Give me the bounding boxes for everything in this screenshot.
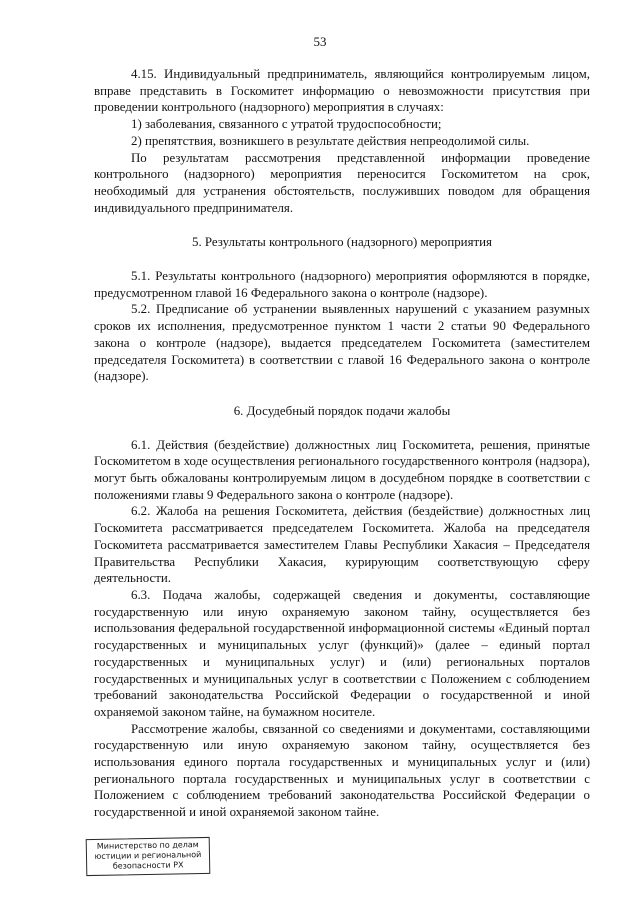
list-item-1: 1) заболевания, связанного с утратой трудоспособности; — [131, 117, 442, 132]
paragraph-6-2: 6.2. Жалоба на решения Госкомитета, действия (бездействие) должностных лиц Госкомитета рассматривается председателем Госкомитета. Жалоба на председателя Госкомитета рассматривается заместителем Главы Республики Хакасия – Председателя Правительства Республики Хакасия, курирующим соответствующую сферу деятельности. — [94, 504, 590, 586]
paragraph-result: По результатам рассмотрения представленной информации проведение контрольного (надзорного) мероприятия переносится Госкомитетом на срок, необходимый для устранения обстоятельств, послуживших поводом для обращения индивидуального предпринимателя. — [94, 150, 590, 215]
stamp-line-2: юстиции и региональной — [94, 850, 202, 861]
stamp-line-3: безопасности РХ — [112, 860, 184, 871]
paragraph-6-3: 6.3. Подача жалобы, содержащей сведения и документы, составляющие государственную или иную охраняемую законом тайну, осуществляется без использования федеральной государственной информационной системы «Единый портал государственных и муниципальных услуг (функций)» (далее – единый портал государственных и муниципальных услуг) и (или) региональных порталов государственных и муниципальных услуг в соответствии с Положением с соблюдением требований законодательства Российской Федерации о государственной и иной охраняемой законом тайне, на бумажном носителе. — [94, 587, 590, 719]
paragraph-4-15: 4.15. Индивидуальный предприниматель, являющийся контролируемым лицом, вправе представить в Госкомитет информацию о невозможности присутствия при проведении контрольного (надзорного) мероприятия в случаях: — [94, 67, 590, 115]
paragraph-5-2: 5.2. Предписание об устранении выявленных нарушений с указанием разумных сроков их исполнения, предусмотренное пунктом 1 части 2 статьи 90 Федерального закона о контроле (надзоре), выдается председателем Госкомитета (заместителем председателя Госкомитета) в соответствии с главой 16 Федерального закона о контроле (надзоре). — [94, 302, 590, 384]
paragraph-6-1: 6.1. Действия (бездействие) должностных лиц Госкомитета, решения, принятые Госкомитетом в ходе осуществления регионального государственного контроля (надзора), могут быть обжалованы контролируемым лицом в досудебном порядке в соответствии с положениями главы 9 Федерального закона о контроле (надзоре). — [94, 437, 590, 502]
page-number: 53 — [313, 34, 327, 49]
paragraph-5-1: 5.1. Результаты контрольного (надзорного) мероприятия оформляются в порядке, предусмотренном главой 16 Федерального закона о контроле (надзоре). — [94, 269, 590, 300]
list-item-2: 2) препятствия, возникшего в результате действия непреодолимой силы. — [131, 133, 530, 148]
section-5-heading: 5. Результаты контрольного (надзорного) мероприятия — [192, 235, 492, 250]
section-6-heading: 6. Досудебный порядок подачи жалобы — [233, 403, 451, 418]
document-body — [94, 66, 590, 821]
paragraph-review: Рассмотрение жалобы, связанной со сведениями и документами, составляющими государственную или иную охраняемую законом тайну, осуществляется без использования единого портала государственных и муниципальных услуг и (или) регионального портала государственных и муниципальных услуг в соответствии с Положением с соблюдением требований законодательства Российской Федерации о государственной и иной охраняемой законом тайне. — [94, 721, 590, 820]
ministry-stamp — [86, 837, 211, 876]
stamp-line-1: Министерство по делам — [96, 840, 199, 851]
